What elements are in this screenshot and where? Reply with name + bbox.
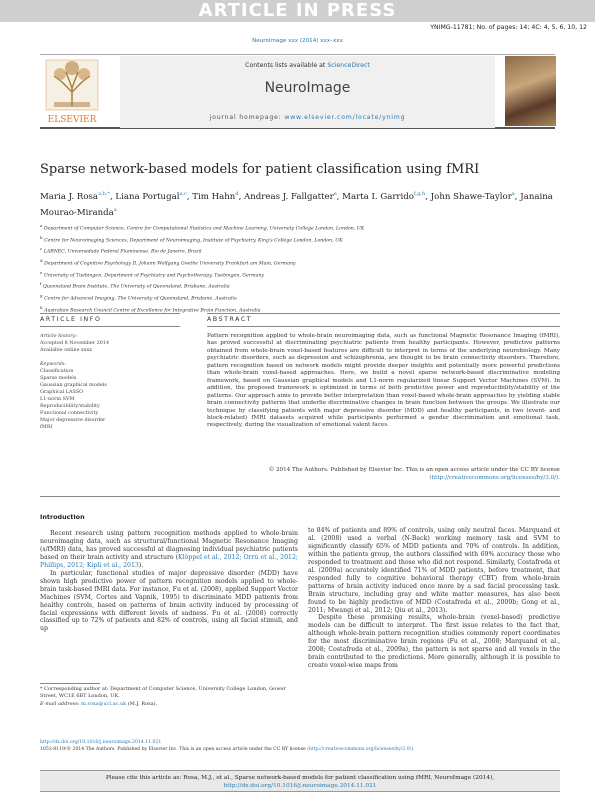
affiliation-text: Department of Computer Science, Centre for Computational Statistics and Machine Learning, University College London, London, UK [43,226,365,232]
paragraph: Despite these promising results, whole-brain (voxel-based) predictive models can be difficult to interpret. The first issue relates to the fact that, although whole-brain pattern recognition studies commonly report coordinates for the most discriminative brain regions (Fu et al., 2008; Marquand et al., 2008; Costafreda et al., 2009a), the pattern is not sparse and all voxels in the brain contributed to the predictions. More generally, although it is possible to create voxel-wise maps from [308,614,560,670]
article-info-heading: ARTICLE INFO [40,316,102,323]
affiliation-item [40,269,560,281]
abstract-text: Pattern recognition applied to whole-brain neuroimaging data, such as functional Magnetic Resonance Imaging (fMRI), has proved successful at discriminating psychiatric patients from healthy participants. However, predictive patterns obtained from whole-brain voxel-based features are difficult to interpret in terms of the underlying neurobiology. Many psychiatric disorders, such as depression and schizophrenia, are thought to be brain connectivity disorders. Therefore, pattern recognition based on network models might provide deeper insights and potentially more powerful predictions than whole-brain voxel-based approaches. Here, we build a novel sparse network-based discriminative modeling framework, based on Gaussian graphical models and L1-norm regularized linear Support Vector Machines (SVM). In addition, the proposed framework is optimized in terms of both predictive power and reproducibility/stability of the patterns. Our approach aims to provide better interpretation than voxel-based whole-brain approaches by yielding stable brain connectivity patterns that underlie discriminative changes in brain function between the groups. We illustrate our technique by classifying patients with major depressive disorder (MDD) and healthy participants, in two (event- and block-related) fMRI datasets acquired while participants performed a gender discrimination and emotional task, respectively, during the visualization of emotional valent faces. [207,333,560,429]
author-name: Maria J. Rosa [40,191,99,202]
keyword-item: Reproducibility/stability [40,403,100,409]
affiliation-key: f [40,281,42,287]
citation-link[interactable]: Klöppel et al., 2012; Orrù et al., 2012; Phillips, 2012; Kipli et al., 2013 [40,553,298,569]
affiliation-key: c [40,246,43,252]
author-affiliation-marker[interactable]: a [511,191,515,197]
body-column-left [40,530,298,633]
affiliation-item [40,245,560,257]
author-affiliation-marker[interactable]: f,g,h [413,191,426,197]
affiliation-text: Department of Cognitive Psychology II, Johann Wolfgang Goethe University Frankfurt am Main, Germany [44,261,296,267]
keyword-item: L1-norm SVM [40,396,75,402]
affiliation-key: g [40,292,43,298]
author-name: Marta I. Garrido [342,191,414,202]
elsevier-logo [40,58,105,128]
affiliation-item [40,222,560,234]
affiliation-item [40,257,560,269]
article-title: Sparse network-based models for patient classification using fMRI [40,162,480,177]
journal-citation-top[interactable]: NeuroImage xxx (2014) xxx–xxx [252,38,343,44]
doi-link[interactable]: http://dx.doi.org/10.1016/j.neuroimage.2014.11.021 [40,740,162,745]
affiliation-text: University of Tuebingen, Department of Psychiatry and Psychotherapy, Tuebingen, Germany [43,273,265,279]
affiliation-item [40,292,560,304]
author-name: John Shawe-Taylor [430,191,512,202]
journal-homepage-line [120,114,495,121]
available-online: Available online xxxx [40,347,93,353]
author-affiliation-marker[interactable]: d [235,191,239,197]
accepted-date: Accepted 8 November 2014 [40,340,110,346]
affiliation-text: Australian Research Council Centre of Excellence for Integrative Brain Function, Australia [44,308,261,314]
affiliation-text: Centre for Neuroimaging Sciences, Department of Neuroimaging, Institute of Psychiatry, King's College London, London, UK [44,238,343,244]
keywords-label: Keywords: [40,361,66,367]
elsevier-wordmark: ELSEVIER [47,115,97,125]
copyright-text: © 2014 The Authors. Published by Elsevier Inc. This is an open access article under the CC BY license [268,467,560,473]
affiliation-text: Centre for Advanced Imaging, The University of Queensland, Brisbane, Australia [44,296,237,302]
keyword-item: Functional connectivity [40,410,99,416]
contents-prefix: Contents lists available at [245,62,328,69]
citation-text: Please cite this article as: Rosa, M.J., et al., Sparse network-based models for patient classification using fMRI, NeuroImage (2014), [105,775,495,781]
article-in-press-banner: ARTICLE IN PRESS [0,0,595,22]
affiliation-key: e [40,269,43,275]
author-name: Andreas J. Fallgatter [244,191,334,202]
doi-footer [40,740,560,753]
keyword-item: fMRI [40,424,53,430]
author-affiliation-marker[interactable]: a,c [179,191,187,197]
footnote-divider [40,683,100,684]
divider [207,313,560,314]
email-label: E-mail address: [40,700,82,707]
divider [40,313,180,314]
keyword-item: Gaussian graphical models [40,382,107,388]
issn-line [40,747,560,754]
copyright-notice [207,467,560,482]
paragraph: to 84% of patients and 89% of controls, using only neutral faces. Marquand et al. (2008) used a verbal (N-Back) working memory task and SVM to significantly classify 65% of MDD patients and 70% of controls. In addition, within the patients group, the authors classified with 69% accuracy those who responded to treatment and those who did not respond. Similarly, Costafreda et al. (2009a) accurately identified 71% of MDD patients, before treatment, that responded fully to cognitive behavioral therapy (CBT) from whole-brain patterns of brain activity induced once more by a sad facial processing task. Brain structure, including gray and white matter measures, has also been found to be highly predictive of MDD (Costafreda et al., 2009b; Gong et al., 2011; Mwangi et al., 2012; Qiu et al., 2013). [308,527,560,614]
citation-box [40,770,560,792]
author-name: Tim Hahn [192,191,236,202]
author-affiliation-marker[interactable]: a,b,* [98,191,110,197]
body-column-right [308,527,560,670]
affiliation-key: a [40,223,43,228]
paragraph [40,530,298,570]
divider [207,326,560,327]
affiliation-text: Queensland Brain Institute, The University of Queensland, Brisbane, Australia [42,284,230,290]
affiliation-text: LABNEC, Universidade Federal Fluminense, Rio de Janeiro, Brazil [43,249,202,255]
affiliation-key: d [40,257,43,263]
sciencedirect-link[interactable]: ScienceDirect [327,62,370,69]
homepage-link[interactable]: www.elsevier.com/locate/ynimg [284,114,406,121]
author-affiliation-marker[interactable]: a [113,206,117,213]
footnote [40,686,295,708]
affiliation-key: b [40,234,43,240]
affiliation-item [40,234,560,246]
contents-line [120,62,495,69]
author-list: Maria J. Rosa$^{a,b,*}$, Liana Portugal$^{a,c}$, Tim Hahn$^d$, Andreas J. Fallgatter$^e$, Marta I. Garrido$^{f,g,h}$, John Shawe-Taylor$^a$, Janaina Mourao-Miranda$^a$ [40,191,553,218]
divider [40,496,560,497]
license-link[interactable]: (http://creativecommons.org/licenses/by/3.0/). [429,474,560,481]
keyword-list [40,368,180,431]
paragraph: In particular, functional studies of major depressive disorder (MDD) have shown high predictive power of pattern recognition models applied to whole-brain task-based fMRI data. For instance, Fu et al. (2008), applied Support Vector Machines (SVM, Cortes and Vapnik, 1995) to discriminate MDD patients from healthy controls, based on patterns of brain activity induced by processing of facial expressions with different levels of sadness. Fu et al. (2008) correctly classified up to 72% of patients and 82% of controls, using all facial stimuli, and up [40,569,298,633]
journal-name: NeuroImage [264,80,351,96]
email-link[interactable]: m.rosa@ucl.ac.uk [81,700,127,707]
abstract-heading: ABSTRACT [207,316,253,323]
journal-cover-image [505,56,556,126]
journal-masthead [120,56,495,128]
article-info [40,333,180,431]
affiliation-list [40,222,560,315]
author-affiliation-marker[interactable]: e [333,191,337,197]
email-suffix: (M.J. Rosa). [126,700,158,707]
divider [40,326,180,327]
keyword-item: Classification [40,368,74,374]
section-heading-introduction: Introduction [40,513,85,521]
affiliation-key: h [40,304,43,310]
citation-doi-link[interactable]: http://dx.doi.org/10.1016/j.neuroimage.2014.11.021 [223,783,377,789]
affiliation-item [40,280,560,292]
corresponding-author: * Corresponding author at: Department of Computer Science, University College London, Gower Street, WC1E 6BT London, UK. [40,686,286,700]
paragraph-text: Recent research using pattern recognition methods applied to whole-brain neuroimaging data, such as structural/functional Magnetic Resonance Imaging (s/fMRI) data, has proved successful at diagnosing individual psychiatric patients based on their brain activity and structure ( [40,530,298,561]
keyword-item: Graphical LASSO [40,389,84,395]
keyword-item: Major depressive disorder [40,417,106,423]
license-link-footer[interactable]: (http://creativecommons.org/licenses/by/3.0/). [307,746,415,752]
email-line [40,701,295,708]
author-name: Janaina Mourao-Miranda [40,191,553,218]
author-name: Liana Portugal [115,191,180,202]
article-meta-id: YNIMG-11781; No. of pages: 14; 4C: 4, 5, 6, 10, 12 [430,24,587,31]
keyword-item: Sparse models [40,375,77,381]
history-label: Article history: [40,333,78,339]
homepage-prefix: journal homepage: [209,114,285,121]
issn-text: 1053-8119/© 2014 The Authors. Published by Elsevier Inc. This is an open access article under the CC BY license [40,746,308,752]
paragraph-text: ). [138,561,144,569]
